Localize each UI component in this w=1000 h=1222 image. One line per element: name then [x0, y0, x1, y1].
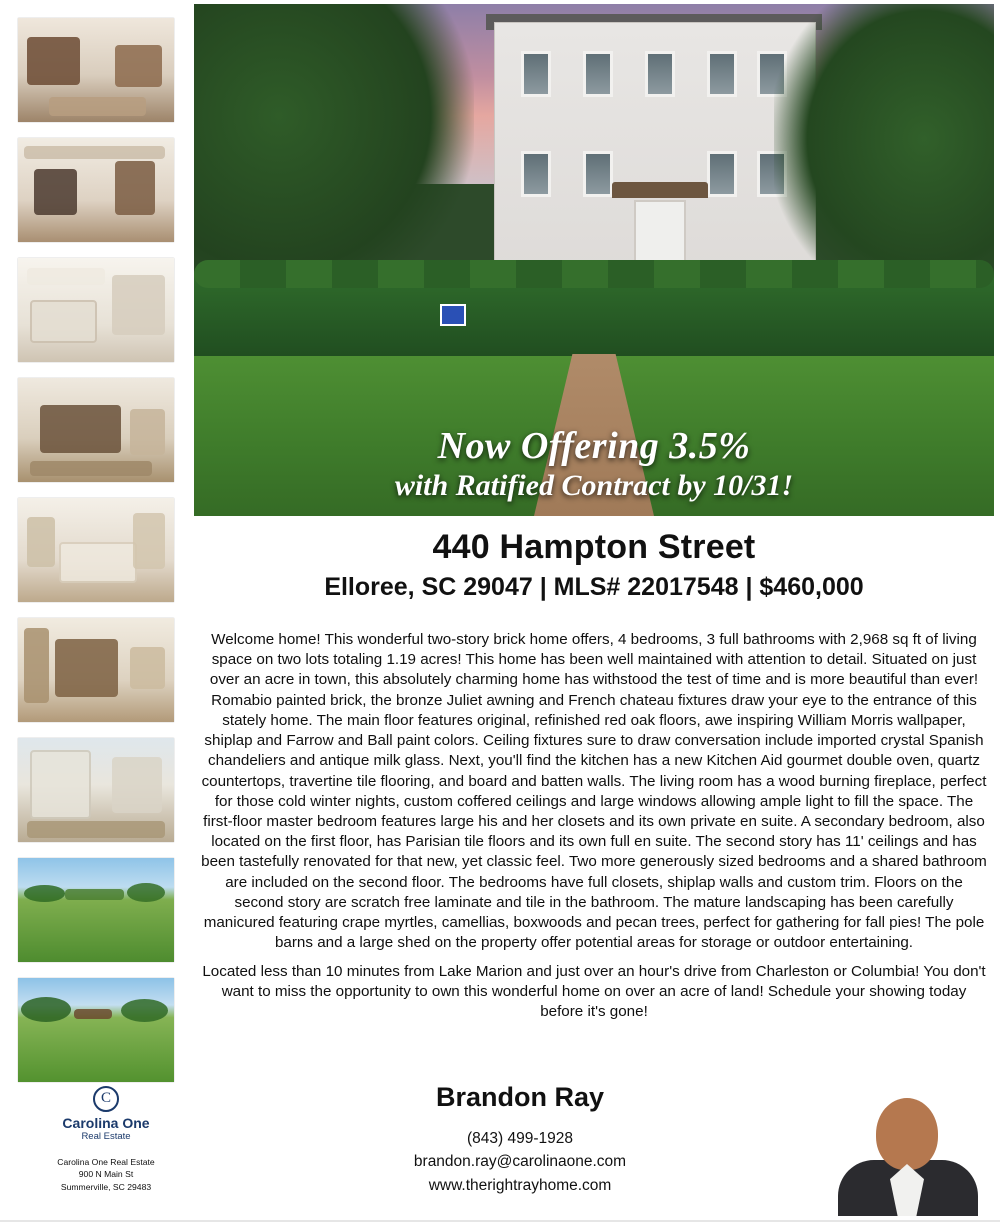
thumb-shape: [130, 409, 164, 455]
hedge-row: [194, 274, 994, 364]
thumbnail-dining-room[interactable]: [18, 138, 174, 242]
agent-phone[interactable]: (843) 499-1928: [467, 1130, 573, 1147]
window: [521, 151, 551, 197]
thumb-shape: [121, 999, 168, 1022]
thumb-shape: [115, 161, 156, 215]
window: [707, 51, 737, 97]
thumb-shape: [27, 821, 164, 838]
thumb-shape: [27, 268, 105, 285]
listing-subheading: Elloree, SC 29047 | MLS# 22017548 | $460,000: [324, 573, 864, 601]
thumbnail-bunk-bedroom[interactable]: [18, 618, 174, 722]
thumbnail-pole-barn-yard[interactable]: [18, 978, 174, 1082]
thumb-shape: [27, 37, 80, 85]
agent-contact: [200, 1127, 840, 1197]
thumb-shape: [40, 405, 121, 453]
listing-header: [194, 528, 994, 602]
brokerage-address-line: Summerville, SC 29483: [60, 1181, 152, 1192]
thumb-shape: [34, 169, 78, 215]
agent-name: Brandon Ray: [435, 1082, 605, 1112]
thumb-shape: [30, 461, 152, 476]
thumb-shape: [65, 889, 124, 899]
promo-line-1: Now Offering 3.5%: [437, 425, 751, 468]
promo-line-2: with Ratified Contract by 10/31!: [394, 469, 794, 502]
thumb-shape: [24, 885, 65, 902]
thumb-shape: [133, 513, 164, 569]
agent-website[interactable]: www.therightrayhome.com: [428, 1176, 612, 1194]
brokerage-address: [18, 1156, 194, 1193]
thumbnail-master-bedroom[interactable]: [18, 378, 174, 482]
headshot-face: [876, 1098, 938, 1170]
thumbnail-gallery: [0, 0, 192, 1222]
brokerage-name: Carolina One: [62, 1115, 150, 1131]
window: [645, 51, 675, 97]
thumb-shape: [49, 97, 146, 116]
thumb-shape: [115, 45, 162, 87]
juliet-awning: [612, 182, 708, 198]
thumbnail-living-room-fireplace[interactable]: [18, 18, 174, 122]
description-paragraph: Welcome home! This wonderful two-story brick home offers, 4 bedrooms, 3 full bathrooms with 2,968 sq ft of living space on two lots totaling 1.19 acres! This home has been well maintained with attention to detail. Situated on just over an acre in town, this absolutely charming home has withstood the test of time and is more beautiful than ever! Romabio painted brick, the bronze Juliet awning and French chateau fixtures draw your eye to the entrance of this stately home. The main floor features original, refinished red oak floors, awe inspiring William Morris wallpaper, shiplap and Farrow and Ball paint colors. Ceiling fixtures sure to draw conversation include imported crystal Spanish chandeliers and antique milk glass. Next, you'll find the kitchen has a new Kitchen Aid gourmet double oven, quartz countertops, travertine tile flooring, and board and batten walls. The living room has a wood burning fireplace, perfect for those cold winter nights, custom coffered ceilings and large windows allowing ample light to fill the space. The first-floor master bedroom features large his and her closets and its own private en suite. A secondary bedroom, also located on the first floor, has Parisian tile floors and its own full en suite. The second story has 11' ceilings and has been tastefully renovated for that new, yet classic feel. Two more generously sized bedrooms and a shared bathroom are included on the second floor. The bedrooms have full closets, shiplap walls and custom trim. Floors on the second story are scratch free laminate and tile in the bathroom. The mature landscaping has been carefully manicured featuring crape myrtles, camellias, boxwoods and pecan trees, perfect for gathering for fall pies! The pole barns and a large shed on the property offer potential areas for storage or outdoor entertaining.: [201, 631, 987, 952]
agent-email[interactable]: brandon.ray@carolinaone.com: [413, 1153, 627, 1171]
thumb-shape: [30, 300, 96, 344]
window: [583, 51, 613, 97]
promo-overlay: [194, 425, 994, 504]
window: [521, 51, 551, 97]
carolina-one-logo-icon: [93, 1086, 119, 1112]
thumb-shape: [59, 542, 138, 583]
brokerage-address-line: Carolina One Real Estate: [57, 1157, 155, 1167]
page-title: 440 Hampton Street: [432, 528, 756, 566]
window: [583, 151, 613, 197]
thumb-shape: [112, 757, 162, 813]
thumbnail-secondary-bedroom[interactable]: [18, 498, 174, 602]
property-description: [200, 630, 988, 1030]
thumb-shape: [27, 517, 55, 567]
thumb-shape: [74, 1009, 111, 1018]
description-paragraph: Located less than 10 minutes from Lake Marion and just over an hour's drive from Charleston or Columbia! You don't want to miss the opportunity to own this wonderful home on over an acre of land! Schedule your showing today before it's gone!: [202, 962, 986, 1020]
thumb-shape: [127, 883, 164, 902]
thumb-shape: [55, 639, 117, 697]
agent-headshot: [824, 1090, 992, 1216]
window: [707, 151, 737, 197]
thumbnail-back-yard[interactable]: [18, 858, 174, 962]
hero-property-photo: [194, 4, 994, 516]
agent-block: [200, 1082, 840, 1197]
thumb-shape: [130, 647, 164, 689]
thumb-shape: [30, 750, 90, 818]
thumbnail-front-porch[interactable]: [18, 738, 174, 842]
for-sale-sign-icon: [440, 304, 466, 326]
brokerage-tagline: Real Estate: [81, 1131, 131, 1142]
thumb-shape: [24, 628, 49, 703]
thumb-shape: [21, 997, 71, 1022]
thumb-shape: [24, 146, 164, 158]
brokerage-address-line: 900 N Main St: [78, 1169, 134, 1180]
brokerage-block: [18, 1086, 194, 1193]
tree: [774, 4, 994, 304]
thumbnail-kitchen[interactable]: [18, 258, 174, 362]
footer: [0, 1078, 1000, 1222]
thumb-shape: [112, 275, 165, 335]
